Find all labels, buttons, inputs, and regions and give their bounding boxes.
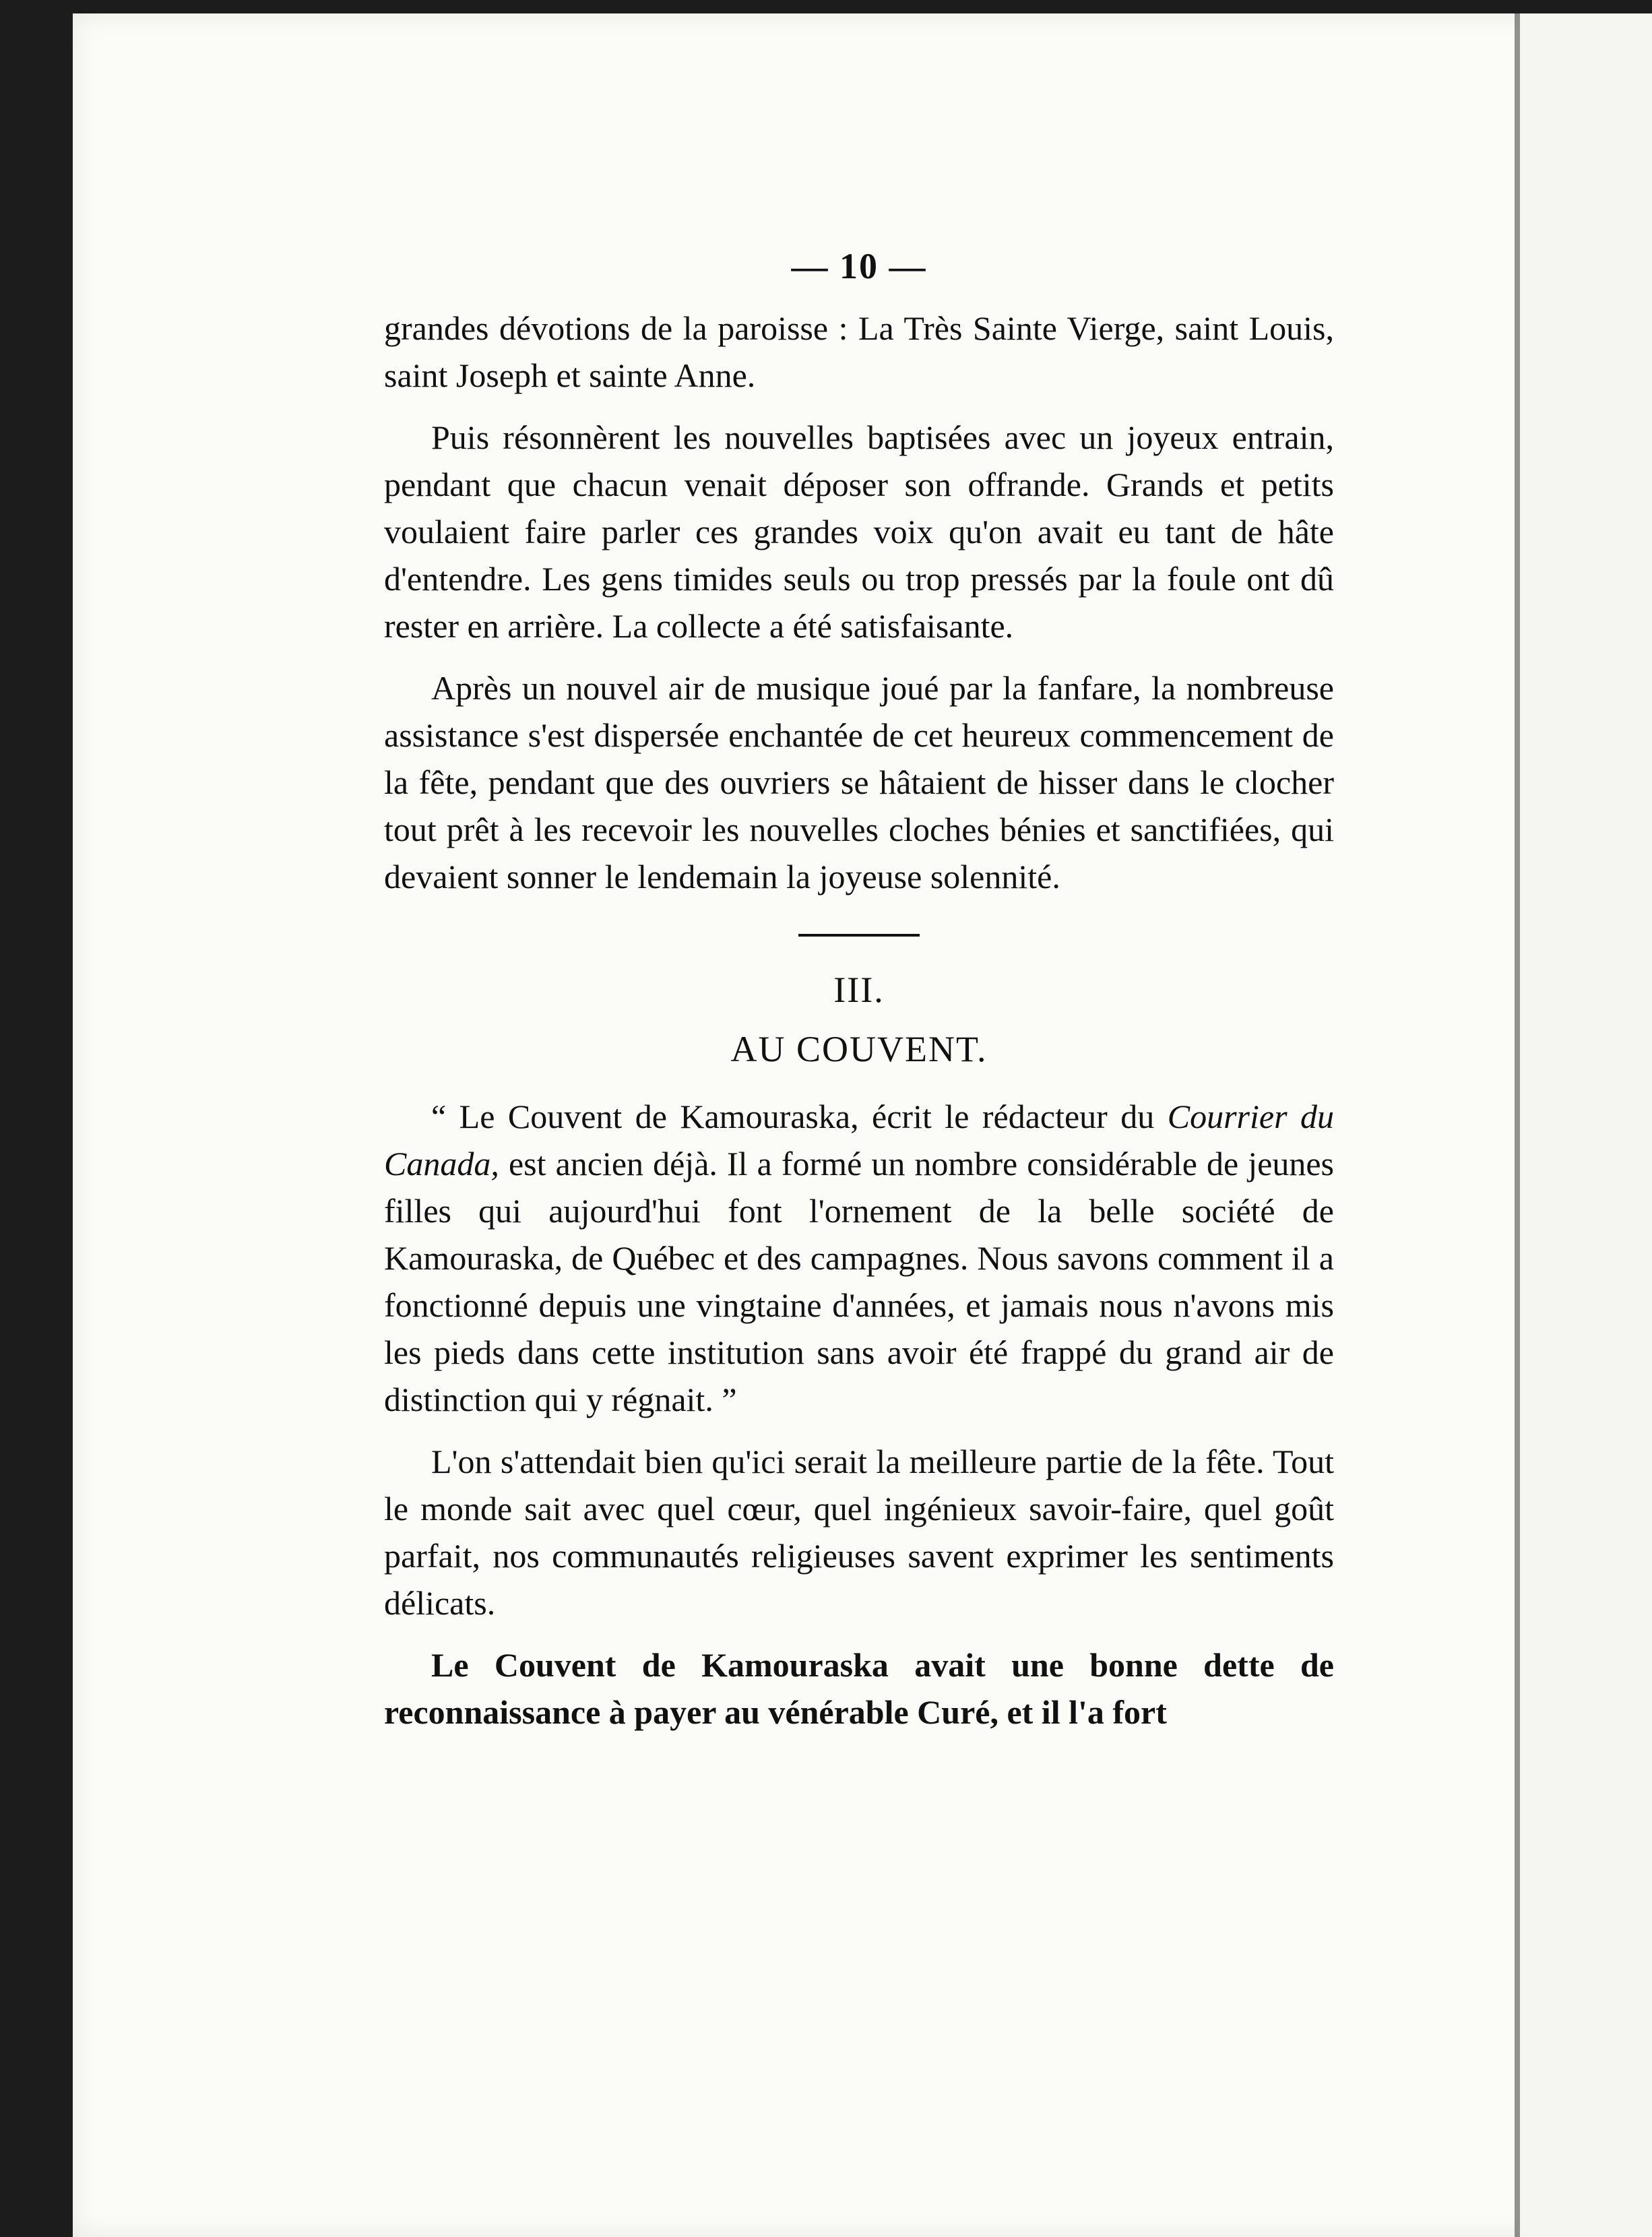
adjacent-page-strip [1520,13,1652,2237]
paragraph-debt: Le Couvent de Kamouraska avait une bonne dette de reconnaissance à payer au vénérable Curé, et il l'a fort [384,1646,1334,1731]
paragraph-fanfare: Après un nouvel air de musique joué par la fanfare, la nombreuse assistance s'est dispersée enchantée de cet heureux commencement de la fête, pendant que des ouvriers se hâtaient de hisser dans le clocher tout prêt à les recevoir les nouvelles cloches bénies et sanctifiées, qui devaient sonner le lendemain la joyeuse solennité. [384,669,1334,895]
page-number: — 10 — [791,246,927,286]
newspaper-title: Courrier du Canada, [384,1098,1334,1183]
paragraph-bells-rang: Puis résonnèrent les nouvelles baptisées avec un joyeux entrain, pendant que chacun venait déposer son offrande. Grands et petits voulaient faire parler ces grandes voix qu'on avait eu tant de hâte d'entendre. Les gens timides seuls ou trop pressés par la foule ont dû rester en arrière. La collecte a été satisfaisante. [384,418,1334,645]
paragraph-devotions: grandes dévotions de la paroisse : La Très Sainte Vierge, saint Louis, saint Joseph et sainte Anne. [384,309,1334,394]
page-text-block [384,243,1334,1751]
paragraph-best-part: L'on s'attendait bien qu'ici serait la meilleure partie de la fête. Tout le monde sait avec quel cœur, quel ingénieux savoir-faire, quel goût parfait, nos communautés religieuses savent exprimer les sentiments délicats. [384,1443,1334,1622]
paragraph-quote [384,1093,1334,1423]
section-divider [798,934,920,937]
page-fold-edge [1515,13,1520,2237]
quote-body: est ancien déjà. Il a formé un nombre considérable de jeunes filles qui aujourd'hui font l'ornement de la belle société de Kamouraska, de Québec et des campagnes. Nous savons comment il a fonctionné depuis une vingtaine d'années, et jamais nous n'avons mis les pieds dans cette institution sans avoir été frappé du grand air de distinction qui y régnait. ” [384,1145,1334,1418]
section-title: AU COUVENT. [730,1029,988,1069]
section-number: III. [833,970,885,1010]
quote-opening: “ Le Couvent de Kamouraska, écrit le rédacteur du [431,1098,1168,1135]
